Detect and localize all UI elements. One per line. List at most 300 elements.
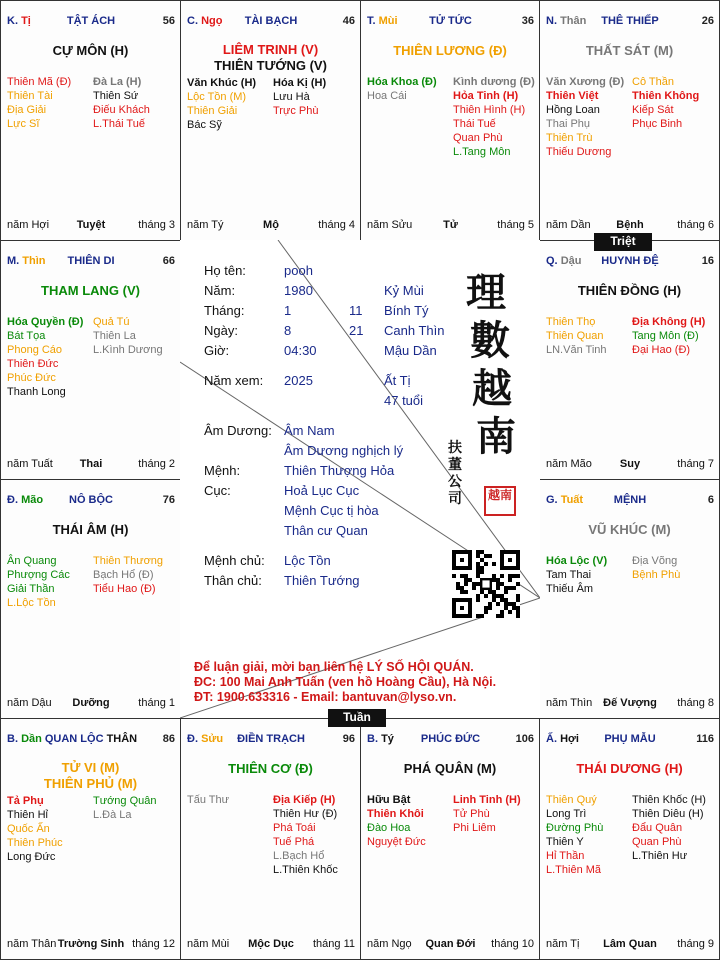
info-label: Cục:: [204, 483, 231, 498]
year-label: năm Dậu: [7, 697, 52, 709]
earthly-branch: Thìn: [22, 255, 46, 267]
calligraphy-char-3: 越: [472, 365, 512, 412]
month-label: tháng 12: [132, 938, 175, 950]
calligraphy-small-column: [448, 440, 464, 508]
contact-line-1: Để luận giải, mời bạn liên hệ LÝ SỐ HỘI QUÁN.: [194, 660, 474, 674]
info-value: Mệnh Cục tị hòa: [284, 503, 379, 518]
earthly-branch: Thân: [560, 15, 587, 27]
minor-star: Đào Hoa: [367, 822, 411, 834]
info-value: Thiên Thượng Hỏa: [284, 463, 395, 478]
info-label: Thân chủ:: [204, 573, 262, 588]
minor-star: Thiếu Âm: [546, 583, 594, 595]
house-label: NÔ BỘC: [69, 494, 113, 506]
palace-header: [546, 15, 714, 27]
earthly-branch: Dần: [21, 733, 42, 745]
minor-star: Ân Quang: [7, 555, 57, 567]
year-label: năm Tuất: [7, 458, 53, 470]
minor-star: Bệnh Phù: [632, 569, 681, 581]
palace-mui: [360, 0, 540, 241]
minor-stars-right: [93, 75, 150, 131]
minor-star: Đà La (H): [93, 76, 142, 88]
minor-star: Thiên Trù: [546, 132, 593, 144]
palace-footer: [187, 219, 355, 231]
age-number: 36: [521, 15, 534, 27]
contact-info: [194, 660, 496, 705]
minor-star: Phượng Các: [7, 569, 70, 581]
qr-code-icon: [452, 550, 520, 618]
palace-suu: [180, 718, 361, 960]
year-label: năm Sửu: [367, 219, 413, 231]
calligraphy-small-2: 董: [448, 457, 462, 473]
minor-star: Cô Thần: [632, 76, 674, 88]
info-canchi-value: Mậu Dần: [384, 343, 437, 358]
main-stars: [1, 522, 180, 538]
heavenly-stem: T.: [367, 15, 376, 27]
minor-star: L.Bạch Hổ: [273, 850, 325, 862]
minor-star: Thai Phụ: [546, 118, 591, 130]
minor-star: Thiên Mã (Đ): [7, 76, 72, 88]
minor-star: Hóa Kị (H): [273, 77, 327, 89]
calligraphy-char-4: 南: [476, 413, 516, 460]
info-canchi-value: Bính Tý: [384, 303, 429, 318]
palace-dau: [539, 240, 720, 480]
palace-dan: [0, 718, 181, 960]
minor-star: Văn Xương (Đ): [546, 76, 625, 88]
info-label: Năm:: [204, 283, 236, 298]
minor-star: Lực Sĩ: [7, 118, 40, 130]
month-label: tháng 10: [491, 938, 534, 950]
house-name: [367, 733, 534, 745]
house-name: [546, 255, 714, 267]
heavenly-stem: K.: [7, 15, 18, 27]
minor-star: Quan Phù: [453, 132, 503, 144]
palace-ti: [0, 0, 181, 241]
life-stage: Dưỡng: [72, 697, 110, 709]
year-label: năm Mão: [546, 458, 592, 470]
minor-star: Giải Thần: [7, 583, 55, 595]
minor-stars-right: [93, 554, 163, 596]
minor-star: Văn Khúc (H): [187, 77, 257, 89]
minor-stars-right: [632, 315, 705, 357]
minor-stars-left: [187, 793, 229, 807]
house-label: ĐIỀN TRẠCH: [237, 733, 305, 745]
minor-star: Lưu Hà: [273, 91, 310, 103]
info-canchi-value: Canh Thìn: [384, 323, 445, 338]
earthly-branch: Tý: [381, 733, 394, 745]
info-value: 1980: [284, 283, 313, 298]
info-label: Ngày:: [204, 323, 238, 338]
minor-stars-left: [7, 75, 71, 131]
main-star: CỰ MÔN (H): [52, 43, 129, 58]
house-label: PHỤ MẪU: [604, 733, 656, 745]
info-canchi-value: Ất Tị: [384, 373, 411, 388]
month-label: tháng 6: [677, 219, 714, 231]
main-star: THẤT SÁT (M): [585, 43, 674, 58]
month-label: tháng 7: [677, 458, 714, 470]
minor-star: Thiên Quý: [546, 794, 597, 806]
minor-star: Linh Tinh (H): [453, 794, 521, 806]
month-label: tháng 2: [138, 458, 175, 470]
main-star: THIÊN LƯƠNG (Đ): [393, 43, 507, 58]
palace-footer: [7, 938, 175, 950]
year-label: năm Thìn: [546, 697, 593, 709]
minor-star: Kiếp Sát: [632, 104, 674, 116]
chart-center-panel: [180, 240, 540, 718]
earthly-branch: Tị: [21, 15, 31, 27]
minor-stars-left: [367, 75, 437, 103]
minor-star: Tiểu Hao (Đ): [93, 583, 156, 595]
main-star: THIÊN ĐỒNG (H): [577, 283, 682, 298]
main-star: LIÊM TRINH (V): [222, 42, 319, 57]
house-name: [7, 255, 175, 267]
life-stage: Tử: [443, 219, 458, 231]
info-value: Lộc Tồn: [284, 553, 331, 568]
month-label: tháng 1: [138, 697, 175, 709]
palace-ngo: [180, 0, 361, 241]
age-number: 26: [701, 15, 714, 27]
main-star: THIÊN PHỦ (M): [43, 776, 138, 791]
info-value: Âm Nam: [284, 423, 335, 438]
contact-line-3: ĐT: 1900.633316 - Email: bantuvan@lyso.vn.: [194, 690, 457, 704]
house-label: QUAN LỘC: [44, 733, 104, 745]
minor-star: Bát Tọa: [7, 330, 46, 342]
info-label: Năm xem:: [204, 373, 264, 388]
heavenly-stem: Đ.: [187, 733, 198, 745]
year-label: năm Hợi: [7, 219, 50, 231]
minor-star: Nguyệt Đức: [367, 836, 426, 848]
earthly-branch: Dậu: [560, 255, 582, 267]
house-label: TÀI BẠCH: [244, 15, 298, 27]
palace-footer: [546, 458, 714, 470]
main-star: THIÊN TƯỚNG (V): [214, 58, 327, 73]
house-name: [187, 15, 355, 27]
minor-star: Thiên Hình (H): [453, 104, 526, 116]
palace-header: [187, 15, 355, 27]
minor-star: Địa Giải: [7, 104, 47, 116]
house-label: TẬT ÁCH: [66, 15, 116, 27]
minor-star: Bạch Hổ (Đ): [93, 569, 154, 581]
minor-star: Tử Phù: [453, 808, 490, 820]
minor-star: Hỏa Tinh (H): [453, 90, 519, 102]
age-number: 6: [707, 494, 714, 506]
minor-star: Lộc Tồn (M): [187, 91, 247, 103]
info-label: Âm Dương:: [204, 423, 272, 438]
year-label: năm Tị: [546, 938, 580, 950]
minor-star: Quốc Ấn: [7, 823, 50, 835]
main-stars: [181, 761, 360, 777]
house-name: [546, 733, 714, 745]
minor-star: Thanh Long: [7, 386, 66, 398]
minor-stars-right: [453, 75, 535, 159]
main-star: THÁI ÂM (H): [52, 522, 129, 537]
minor-star: Đường Phù: [546, 822, 604, 834]
minor-star: Trực Phù: [273, 105, 319, 117]
info-label: Tháng:: [204, 303, 245, 318]
age-number: 96: [342, 733, 355, 745]
minor-star: Thiên La: [93, 330, 136, 342]
minor-star: Thiên Khôi: [367, 808, 424, 820]
palace-tuat: [539, 479, 720, 719]
minor-star: Phá Toái: [273, 822, 316, 834]
info-canchi-value: Kỷ Mùi: [384, 283, 424, 298]
year-label: năm Thân: [7, 938, 57, 950]
minor-star: Phi Liêm: [453, 822, 496, 834]
life-stage: Thai: [79, 458, 103, 470]
calligraphy-small-4: 司: [448, 491, 462, 507]
life-stage: Suy: [619, 458, 641, 470]
house-label: MỆNH: [613, 494, 647, 506]
house-name: [187, 733, 355, 745]
main-star: THIÊN CƠ (Đ): [228, 761, 313, 776]
info-label: Mệnh:: [204, 463, 241, 478]
palace-footer: [7, 697, 175, 709]
palace-ty: [360, 718, 540, 960]
heavenly-stem: M.: [7, 255, 20, 267]
minor-star: Hỉ Thần: [546, 850, 585, 862]
info-value: Âm Dương nghịch lý: [284, 443, 404, 458]
earthly-branch: Tuất: [560, 494, 584, 506]
life-stage: Lâm Quan: [603, 938, 657, 950]
life-stage: Tuyệt: [76, 219, 106, 231]
life-stage: Quan Đới: [425, 938, 476, 950]
minor-star: Long Trì: [546, 808, 587, 820]
house-name: [546, 15, 714, 27]
earthly-branch: Sửu: [201, 733, 224, 745]
life-stage: Đế Vượng: [603, 697, 657, 709]
minor-stars-left: [546, 315, 607, 357]
main-star: VŨ KHÚC (M): [588, 522, 671, 537]
minor-star: Thiên Tài: [7, 90, 53, 102]
house-name: [7, 494, 175, 506]
palace-thin: [0, 240, 181, 480]
main-stars: [540, 761, 719, 777]
calligraphy-small-1: 扶: [448, 440, 462, 456]
earthly-branch: Ngọ: [201, 15, 223, 27]
minor-star: Phục Binh: [632, 118, 683, 130]
info-value: 8: [284, 323, 292, 338]
palace-footer: [187, 938, 355, 950]
palace-footer: [7, 219, 175, 231]
age-number: 106: [515, 733, 534, 745]
minor-star: Địa Võng: [632, 555, 678, 567]
house-label: THÊ THIẾP: [601, 15, 659, 27]
palace-header: [7, 15, 175, 27]
minor-stars-right: [273, 76, 326, 118]
minor-stars-left: [7, 554, 70, 610]
minor-star: Đại Hao (Đ): [632, 344, 691, 356]
month-label: tháng 5: [497, 219, 534, 231]
info-label: Giờ:: [204, 343, 230, 358]
year-label: năm Mùi: [187, 938, 230, 950]
minor-star: Hóa Quyền (Đ): [7, 316, 84, 328]
main-star: THAM LANG (V): [41, 283, 140, 298]
life-stage: Mộc Dục: [248, 938, 294, 950]
palace-header: [546, 733, 714, 745]
minor-star: L.Thiên Hư: [632, 850, 688, 862]
main-stars: [540, 522, 719, 538]
info-lunar-value: 21: [349, 323, 364, 338]
minor-stars-right: [632, 554, 680, 582]
info-value: 2025: [284, 373, 313, 388]
main-stars: [1, 283, 180, 299]
minor-star: L.Thiên Khốc: [273, 864, 338, 876]
info-lunar-value: 11: [349, 303, 363, 318]
life-stage: Trường Sinh: [57, 938, 125, 950]
minor-star: Hữu Bật: [367, 794, 411, 806]
heavenly-stem: B.: [7, 733, 18, 745]
heavenly-stem: Q.: [546, 255, 558, 267]
main-stars: [540, 283, 719, 299]
house-label: PHÚC ĐỨC: [420, 733, 481, 745]
house-name: [7, 733, 175, 745]
main-stars: [361, 761, 539, 777]
red-seal-stamp: 越南: [484, 486, 516, 516]
year-label: năm Tý: [187, 219, 224, 231]
earthly-branch: Hợi: [560, 733, 579, 745]
main-stars: [181, 42, 360, 74]
minor-star: Phong Cáo: [7, 344, 63, 356]
minor-star: LN.Văn Tinh: [546, 344, 607, 356]
minor-star: L.Lộc Tồn: [7, 597, 56, 609]
minor-star: Quan Phù: [632, 836, 682, 848]
palace-header: [7, 733, 175, 745]
minor-star: Tuế Phá: [273, 836, 315, 848]
minor-star: L.Đà La: [93, 809, 132, 821]
palace-than: [539, 0, 720, 241]
main-stars: [540, 43, 719, 59]
month-label: tháng 11: [312, 938, 355, 950]
palace-header: [187, 733, 355, 745]
info-value: pooh: [284, 263, 313, 278]
minor-star: Bác Sỹ: [187, 119, 222, 131]
main-star: TỬ VI (M): [61, 760, 120, 775]
minor-stars-left: [187, 76, 256, 132]
than-tag: THÂN: [106, 733, 138, 745]
minor-star: Kình dương (Đ): [453, 76, 535, 88]
minor-star: Thiên Thọ: [546, 316, 596, 328]
info-value: Thân cư Quan: [284, 523, 368, 538]
minor-star: Tướng Quân: [93, 795, 157, 807]
calligraphy-char-2: 數: [470, 317, 510, 364]
heavenly-stem: G.: [546, 494, 558, 506]
minor-star: Hoa Cái: [367, 90, 407, 102]
minor-star: Thái Tuế: [453, 118, 496, 130]
minor-star: Điếu Khách: [93, 104, 150, 116]
minor-star: Thiên Đức: [7, 358, 59, 370]
minor-stars-left: [367, 793, 426, 849]
age-number: 76: [162, 494, 175, 506]
main-stars: [361, 43, 539, 59]
minor-stars-left: [7, 794, 63, 864]
contact-line-2: ĐC: 100 Mai Anh Tuấn (ven hồ Hoàng Cầu), Hà Nội.: [194, 675, 497, 689]
minor-stars-right: [93, 794, 157, 822]
house-label: TỬ TỨC: [429, 15, 472, 27]
house-label: THIÊN DI: [67, 255, 115, 267]
palace-footer: [546, 938, 714, 950]
palace-footer: [367, 938, 534, 950]
minor-star: Thiên Khốc (H): [632, 794, 706, 806]
year-label: năm Dần: [546, 219, 591, 231]
house-name: [546, 494, 714, 506]
age-number: 56: [162, 15, 175, 27]
heavenly-stem: B.: [367, 733, 378, 745]
main-stars: [1, 43, 180, 59]
minor-star: Phúc Đức: [7, 372, 56, 384]
minor-stars-left: [546, 554, 607, 596]
minor-star: L.Thiên Mã: [546, 864, 602, 876]
minor-stars-right: [453, 793, 521, 835]
age-number: 86: [162, 733, 175, 745]
minor-star: Thiên Hỉ: [7, 809, 48, 821]
heavenly-stem: C.: [187, 15, 198, 27]
info-value: Thiên Tướng: [284, 573, 360, 588]
minor-star: Long Đức: [7, 851, 56, 863]
minor-star: Tả Phụ: [7, 795, 44, 807]
heavenly-stem: N.: [546, 15, 557, 27]
month-label: tháng 8: [677, 697, 714, 709]
tuan-marker: Tuần: [328, 709, 386, 727]
minor-star: Địa Không (H): [632, 316, 706, 328]
heavenly-stem: Ấ.: [546, 733, 557, 745]
age-number: 16: [701, 255, 714, 267]
house-label: HUYNH ĐỆ: [601, 255, 659, 267]
minor-star: Thiên Không: [632, 90, 700, 102]
minor-star: Thiên Thương: [93, 555, 164, 567]
main-star: PHÁ QUÂN (M): [403, 761, 497, 776]
calligraphy-char-1: 理: [466, 269, 506, 316]
minor-star: Thiên Hư (Đ): [273, 808, 338, 820]
minor-star: Thiên Phúc: [7, 837, 63, 849]
info-value: Hoả Lục Cục: [284, 483, 360, 498]
palace-footer: [546, 219, 714, 231]
minor-stars-right: [632, 793, 706, 863]
earthly-branch: Mão: [21, 494, 44, 506]
minor-star: Hồng Loan: [546, 104, 600, 116]
minor-star: Thiên Y: [546, 836, 584, 848]
info-label: Họ tên:: [204, 263, 246, 278]
minor-star: Địa Kiếp (H): [273, 794, 336, 806]
minor-star: Thiên Giải: [187, 105, 238, 117]
minor-star: Thiên Quan: [546, 330, 604, 342]
palace-header: [7, 494, 175, 506]
house-name: [367, 15, 534, 27]
info-canchi-value: 47 tuổi: [384, 393, 424, 408]
age-number: 46: [342, 15, 355, 27]
minor-star: Thiên Sứ: [93, 90, 139, 102]
minor-stars-right: [632, 75, 699, 131]
minor-stars-left: [546, 75, 624, 159]
palace-hoi: [539, 718, 720, 960]
palace-footer: [367, 219, 534, 231]
minor-star: Hóa Lộc (V): [546, 555, 608, 567]
minor-stars-right: [273, 793, 338, 877]
year-label: năm Ngọ: [367, 938, 412, 950]
info-value: 04:30: [284, 343, 317, 358]
minor-stars-left: [7, 315, 83, 399]
month-label: tháng 9: [677, 938, 714, 950]
minor-star: Tam Thai: [546, 569, 592, 581]
info-label: Mệnh chủ:: [204, 553, 265, 568]
age-number: 66: [162, 255, 175, 267]
minor-stars-left: [546, 793, 603, 877]
main-star: THÁI DƯƠNG (H): [576, 761, 683, 776]
palace-header: [367, 15, 534, 27]
earthly-branch: Mùi: [378, 15, 398, 27]
house-name: [7, 15, 175, 27]
calligraphy-small-3: 公: [448, 474, 462, 490]
month-label: tháng 4: [318, 219, 355, 231]
minor-star: Đẩu Quân: [632, 822, 683, 834]
